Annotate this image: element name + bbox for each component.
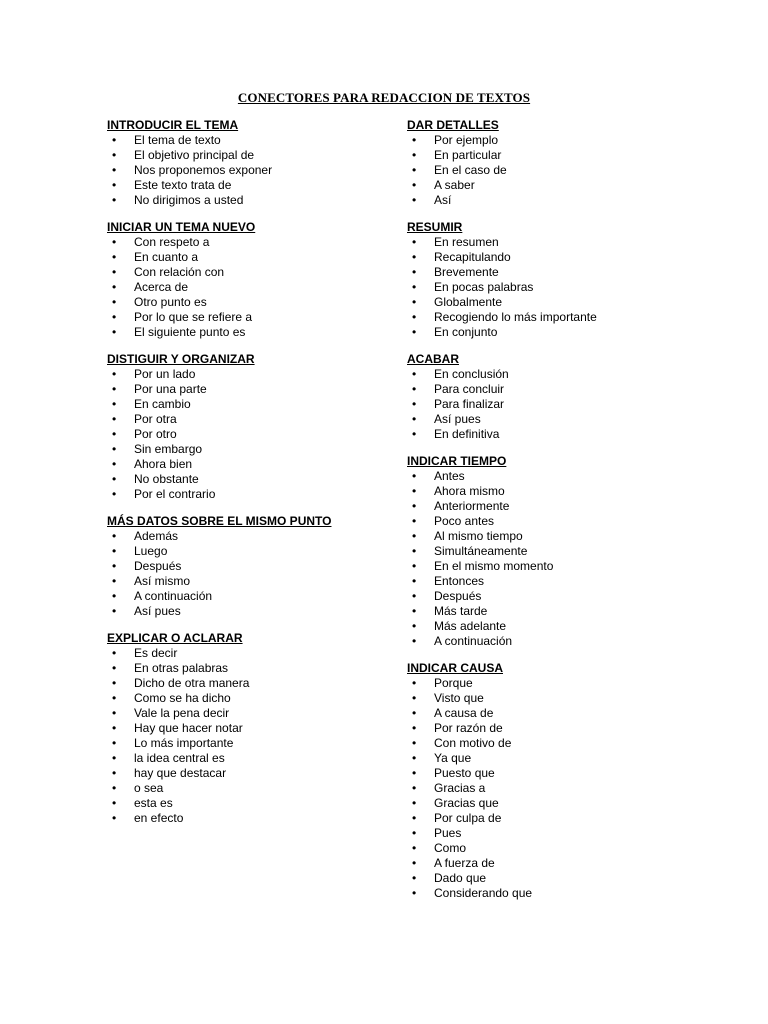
section-heading: ACABAR bbox=[407, 352, 459, 366]
list-item: • El siguiente punto es bbox=[107, 325, 407, 340]
list-item: • Más tarde bbox=[407, 604, 707, 619]
list-item: • Ahora mismo bbox=[407, 484, 707, 499]
list-item: • A fuerza de bbox=[407, 856, 707, 871]
list-item: • Dado que bbox=[407, 871, 707, 886]
section-dar-detalles bbox=[407, 118, 707, 208]
list-item: • A saber bbox=[407, 178, 707, 193]
list-item: • Nos proponemos exponer bbox=[107, 163, 407, 178]
section-indicar-causa bbox=[407, 661, 707, 901]
list-item: • Como bbox=[407, 841, 707, 856]
list-item: • Más adelante bbox=[407, 619, 707, 634]
list-item: • Por otra bbox=[107, 412, 407, 427]
list-item: • En conclusión bbox=[407, 367, 707, 382]
list-item: • En pocas palabras bbox=[407, 280, 707, 295]
list-item: • Ahora bien bbox=[107, 457, 407, 472]
section-heading: INTRODUCIR EL TEMA bbox=[107, 118, 239, 132]
list-item: • Entonces bbox=[407, 574, 707, 589]
list-item: • Para concluir bbox=[407, 382, 707, 397]
connector-list bbox=[107, 133, 407, 208]
list-item: • hay que destacar bbox=[107, 766, 407, 781]
connector-list bbox=[407, 469, 707, 649]
connector-list bbox=[107, 367, 407, 502]
connector-list bbox=[407, 235, 707, 340]
section-heading: INDICAR CAUSA bbox=[407, 661, 503, 675]
connector-list bbox=[407, 676, 707, 901]
list-item: • Por el contrario bbox=[107, 487, 407, 502]
list-item: • Es decir bbox=[107, 646, 407, 661]
list-item: • Brevemente bbox=[407, 265, 707, 280]
list-item: • Recogiendo lo más importante bbox=[407, 310, 707, 325]
list-item: • Gracias a bbox=[407, 781, 707, 796]
list-item: • A continuación bbox=[407, 634, 707, 649]
section-acabar bbox=[407, 352, 707, 442]
list-item: • Hay que hacer notar bbox=[107, 721, 407, 736]
list-item: • Visto que bbox=[407, 691, 707, 706]
section-heading: INICIAR UN TEMA NUEVO bbox=[107, 220, 256, 234]
list-item: • esta es bbox=[107, 796, 407, 811]
list-item: • Vale la pena decir bbox=[107, 706, 407, 721]
list-item: • Dicho de otra manera bbox=[107, 676, 407, 691]
connector-list bbox=[107, 646, 407, 826]
list-item: • Porque bbox=[407, 676, 707, 691]
list-item: • En el caso de bbox=[407, 163, 707, 178]
list-item: • Gracias que bbox=[407, 796, 707, 811]
list-item: • Así bbox=[407, 193, 707, 208]
list-item: • No obstante bbox=[107, 472, 407, 487]
list-item: • Puesto que bbox=[407, 766, 707, 781]
list-item: • El tema de texto bbox=[107, 133, 407, 148]
list-item: • Simultáneamente bbox=[407, 544, 707, 559]
list-item: • Ya que bbox=[407, 751, 707, 766]
list-item: • En cuanto a bbox=[107, 250, 407, 265]
right-column bbox=[407, 118, 707, 901]
list-item: • Al mismo tiempo bbox=[407, 529, 707, 544]
list-item: • Por lo que se refiere a bbox=[107, 310, 407, 325]
connector-list bbox=[107, 529, 407, 619]
list-item: • En definitiva bbox=[407, 427, 707, 442]
section-resumir bbox=[407, 220, 707, 340]
list-item: • Poco antes bbox=[407, 514, 707, 529]
list-item: • Por una parte bbox=[107, 382, 407, 397]
list-item: • Por un lado bbox=[107, 367, 407, 382]
list-item: • En conjunto bbox=[407, 325, 707, 340]
list-item: • A continuación bbox=[107, 589, 407, 604]
section-heading: MÁS DATOS SOBRE EL MISMO PUNTO bbox=[107, 514, 332, 528]
list-item: • En resumen bbox=[407, 235, 707, 250]
list-item: • Así pues bbox=[107, 604, 407, 619]
section-indicar-tiempo bbox=[407, 454, 707, 649]
section-heading: DAR DETALLES bbox=[407, 118, 499, 132]
list-item: • Con motivo de bbox=[407, 736, 707, 751]
section-iniciar-un-tema-nuevo bbox=[107, 220, 407, 340]
list-item: • o sea bbox=[107, 781, 407, 796]
list-item: • Después bbox=[107, 559, 407, 574]
list-item: • Para finalizar bbox=[407, 397, 707, 412]
page-title: CONECTORES PARA REDACCION DE TEXTOS bbox=[237, 90, 531, 105]
list-item: • Globalmente bbox=[407, 295, 707, 310]
section-heading: RESUMIR bbox=[407, 220, 463, 234]
list-item: • Otro punto es bbox=[107, 295, 407, 310]
list-item: • Por razón de bbox=[407, 721, 707, 736]
list-item: • Por ejemplo bbox=[407, 133, 707, 148]
section-heading: EXPLICAR O ACLARAR bbox=[107, 631, 243, 645]
connector-list bbox=[407, 367, 707, 442]
list-item: • en efecto bbox=[107, 811, 407, 826]
list-item: • Anteriormente bbox=[407, 499, 707, 514]
list-item: • Acerca de bbox=[107, 280, 407, 295]
section-heading: INDICAR TIEMPO bbox=[407, 454, 507, 468]
list-item: • En el mismo momento bbox=[407, 559, 707, 574]
list-item: • Como se ha dicho bbox=[107, 691, 407, 706]
list-item: • Por otro bbox=[107, 427, 407, 442]
list-item: • No dirigimos a usted bbox=[107, 193, 407, 208]
list-item: • Luego bbox=[107, 544, 407, 559]
list-item: • En particular bbox=[407, 148, 707, 163]
section-introducir-el-tema bbox=[107, 118, 407, 208]
connector-list bbox=[107, 235, 407, 340]
list-item: • Por culpa de bbox=[407, 811, 707, 826]
list-item: • En cambio bbox=[107, 397, 407, 412]
list-item: • Recapitulando bbox=[407, 250, 707, 265]
list-item: • Después bbox=[407, 589, 707, 604]
list-item: • El objetivo principal de bbox=[107, 148, 407, 163]
section-distiguir-y-organizar bbox=[107, 352, 407, 502]
list-item: • Considerando que bbox=[407, 886, 707, 901]
section-explicar-o-aclarar bbox=[107, 631, 407, 826]
list-item: • Con respeto a bbox=[107, 235, 407, 250]
list-item: • Así mismo bbox=[107, 574, 407, 589]
list-item: • Este texto trata de bbox=[107, 178, 407, 193]
list-item: • Así pues bbox=[407, 412, 707, 427]
list-item: • Sin embargo bbox=[107, 442, 407, 457]
section-heading: DISTIGUIR Y ORGANIZAR bbox=[107, 352, 255, 366]
list-item: • la idea central es bbox=[107, 751, 407, 766]
list-item: • Antes bbox=[407, 469, 707, 484]
list-item: • A causa de bbox=[407, 706, 707, 721]
left-column bbox=[107, 118, 407, 826]
list-item: • Con relación con bbox=[107, 265, 407, 280]
list-item: • Lo más importante bbox=[107, 736, 407, 751]
connector-list bbox=[407, 133, 707, 208]
list-item: • En otras palabras bbox=[107, 661, 407, 676]
section-mas-datos bbox=[107, 514, 407, 619]
list-item: • Pues bbox=[407, 826, 707, 841]
list-item: • Además bbox=[107, 529, 407, 544]
